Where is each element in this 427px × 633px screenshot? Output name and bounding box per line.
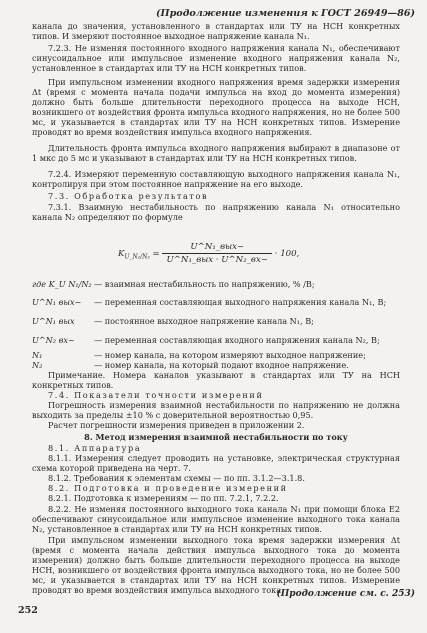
paragraph-7-2-3: 7.2.3. Не изменяя постоянного входного напряжения канала N₁, обеспечивают синусоидальное или импульсное изменение входного напряжения канала N₂, установленное в стандартах или ТУ на НСН конкретных типов. <box>32 43 400 73</box>
formula-numerator: U^N₁_вых~ <box>162 242 272 254</box>
paragraph-8-1-2: 8.1.2. Требования к элементам схемы — по пп. 3.1.2—3.1.8. <box>48 473 305 483</box>
formula-eq: = <box>152 249 160 259</box>
paragraph-7-3-1: 7.3.1. Взаимную нестабильность по напряжению канала N₁ относительно канала N₂ определяют по формуле <box>32 202 400 222</box>
where-text: — постоянное выходное напряжение канала N₁, В; <box>94 316 314 326</box>
paragraph-8-2-1: 8.2.1. Подготовка к измерениям — по пп. 7.2.1, 7.2.2. <box>48 493 279 503</box>
formula-mult: · 100, <box>274 249 300 259</box>
formula-lhs-sub: U_N₁/N₂ <box>124 253 150 261</box>
paragraph-impulse: При импульсном изменении входного напряжения время задержки измерения Δt (время с момента начала подачи импульса на вход до момента измерения) должно быть больше длительности переходного процесса на выходе НСН, возникшего от воздействия фронта импульса входного напряжения, но не более 500 мс, и указывается в стандартах или ТУ на НСН конкретных типов. Измерение проводят во время воздействия импульса входного напряжения. <box>32 77 400 137</box>
paragraph-duration: Длительность фронта импульса входного напряжения выбирают в диапазоне от 1 мкс до 5 мс и указывают в стандартах или ТУ на НСН конкретных типов. <box>32 143 400 163</box>
where-symbol: N₂ <box>32 360 43 370</box>
heading-8-1: 8.1. Аппаратура <box>48 443 142 453</box>
section-8-title: 8. Метод измерения взаимной нестабильности по току <box>84 432 348 442</box>
running-header: (Продолжение изменения к ГОСТ 26949—86) <box>156 8 415 19</box>
where-symbol: где K_U N₁/N₂ <box>32 279 92 289</box>
continuation-note: (Продолжение см. с. 253) <box>276 589 415 599</box>
heading-7-4: 7.4. Показатели точности измерений <box>48 390 264 400</box>
page-number: 252 <box>18 605 38 616</box>
paragraph-calc: Расчет погрешности измерения приведен в приложении 2. <box>48 420 305 430</box>
where-row <box>32 317 314 327</box>
formula-fraction <box>162 242 272 265</box>
paragraph-7-2-4: 7.2.4. Измеряют переменную составляющую выходного напряжения канала N₁, контролируя при этом постоянное напряжение на его выходе. <box>32 169 400 189</box>
paragraph-top: канала до значения, установленного в стандартах или ТУ на НСН конкретных типов. И змеряют постоянное выходное напряжение канала N₁. <box>32 21 400 41</box>
heading-7-3: 7.3. Обработка результатов <box>48 191 209 201</box>
heading-8-2: 8.2. Подготовка и проведение измерений <box>48 483 288 493</box>
paragraph-note: Примечание. Номера каналов указывают в стандартах или ТУ на НСН конкретных типов. <box>32 370 400 390</box>
where-text: — переменная составляющая входного напряжения канала N₂, В; <box>94 335 380 345</box>
where-row <box>32 336 380 346</box>
where-row <box>32 280 315 290</box>
formula <box>118 242 299 265</box>
paragraph-error: Погрешность измерения взаимной нестабильности по напряжению не должна выходить за пределы ±10 % с доверительной вероятностью 0,95. <box>32 400 400 420</box>
where-symbol: U^N₁ вых <box>32 316 75 326</box>
where-row <box>32 298 386 308</box>
where-text: — переменная составляющая выходного напряжения канала N₁, В; <box>94 297 387 307</box>
where-symbol: U^N₂ вх~ <box>32 335 75 345</box>
where-text: — номер канала, на котором измеряют выходное напряжение; <box>94 350 366 360</box>
paragraph-8-1-1: 8.1.1. Измерения следует проводить на установке, электрическая структурная схема которой приведена на черт. 7. <box>32 453 400 473</box>
where-text: — взаимная нестабильность по напряжению, % /В; <box>94 279 315 289</box>
paragraph-8-2-2: 8.2.2. Не изменяя постоянного выходного тока канала N₁ при помощи блока E2 обеспечивают синусоидальное или импульсное изменение выходного тока канала N₂, установленное в стандартах или ТУ на НСН конкретных типов. <box>32 504 400 534</box>
formula-denominator: U^N₁_вых · U^N₂_вх~ <box>166 255 268 265</box>
paragraph-impulse-2: При импульсном изменении выходного тока время задержки измерения Δt (время с момента начала действия импульса выходного тока до момента измерения) должно быть больше длительности переходного процесса на выходе НСН, возникшего от воздействия фронта импульса выходного тока, но не более 500 мс, и указывается в стандартах или ТУ на НСН конкретных типов. Измерение проводят во время воздействия импульса выходного тока. <box>32 535 400 595</box>
formula-lhs: K <box>118 249 125 259</box>
where-symbol: U^N₁ вых~ <box>32 297 82 307</box>
where-text: — номер канала, на который подают входное напряжение. <box>94 360 349 370</box>
where-symbol: N₁ <box>32 350 43 360</box>
